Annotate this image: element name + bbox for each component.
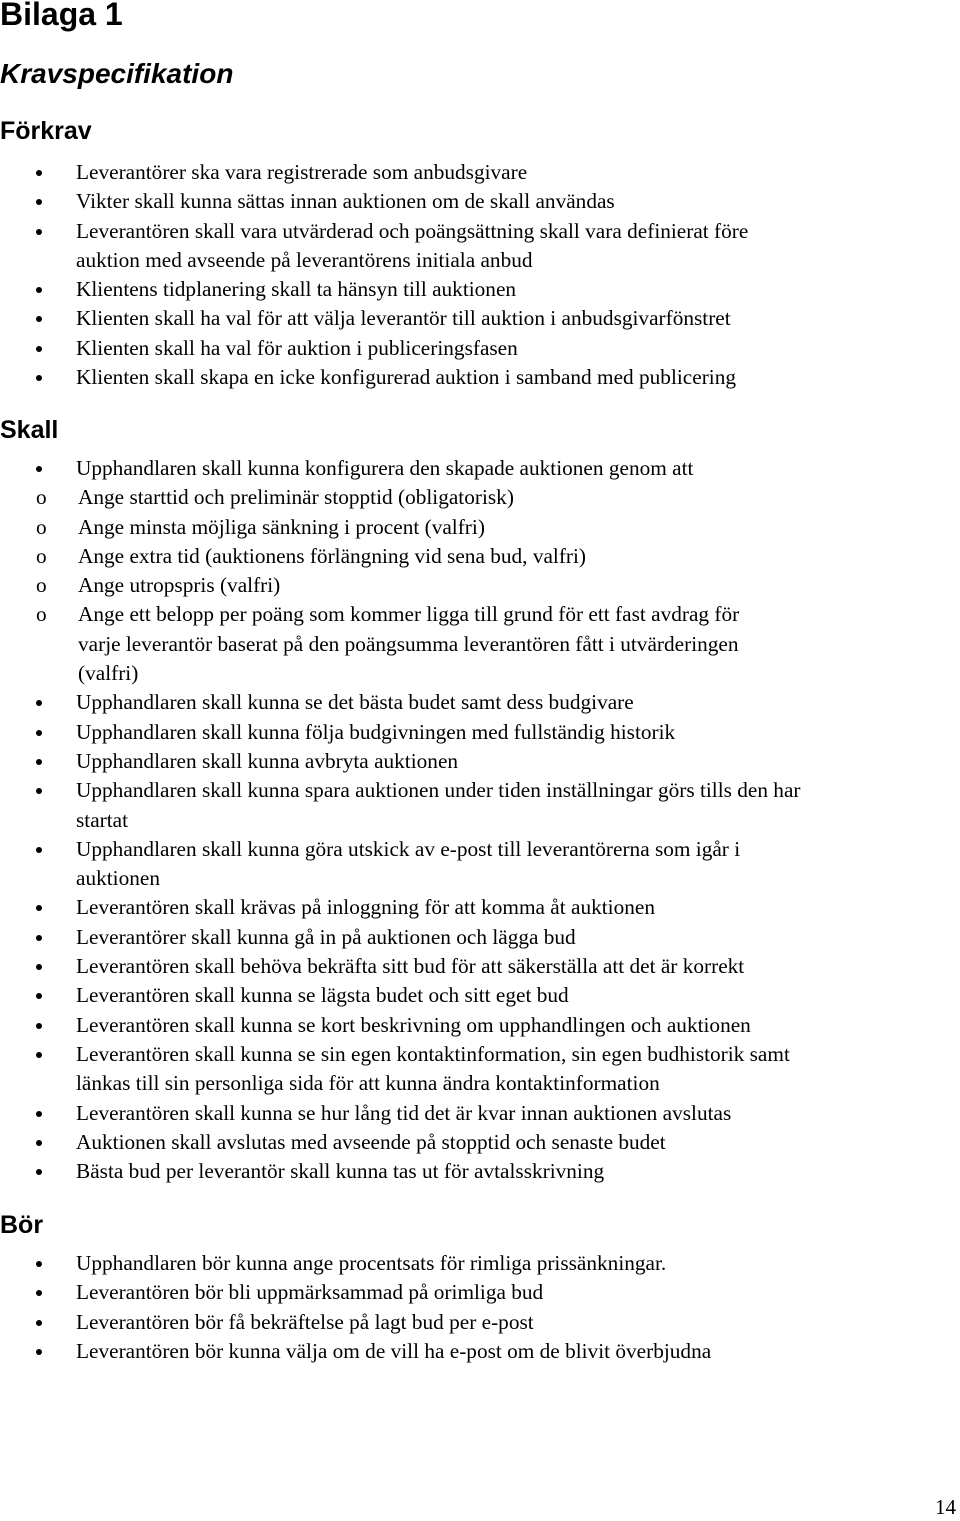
list-item [0,981,950,1010]
forkrav-list [0,158,950,392]
sub-list-item [0,600,950,688]
list-item-text: Upphandlaren skall kunna konfigurera den skapade auktionen genom att [76,456,694,480]
bullet-icon [36,964,42,970]
sub-list-item-text: Ange ett belopp per poäng som kommer ligga till grund för ett fast avdrag för [78,602,740,627]
bullet-icon [36,466,42,472]
list-item-text: Leverantören skall behöva bekräfta sitt bud för att säkerställa att det är korrekt [76,954,745,979]
bullet-icon [36,1023,42,1029]
circle-bullet-icon: o [36,485,47,510]
list-item [0,1249,950,1278]
sub-list-item-text-continued: (valfri) [78,661,139,686]
bullet-icon [36,1052,42,1058]
bullet-icon [36,375,42,381]
list-item [0,1011,950,1040]
bor-list [0,1249,950,1366]
bullet-icon [36,1320,42,1326]
list-item-text-continued: startat [76,807,129,832]
list-item [0,776,950,835]
list-item [0,923,950,952]
sub-list-item [0,571,950,600]
bullet-icon [36,1169,42,1175]
list-item [0,275,950,304]
list-item-text: Upphandlaren bör kunna ange procentsats för rimliga prissänkningar. [76,1251,667,1275]
document-title: Bilaga 1 [0,0,123,32]
sub-list-item [0,542,950,571]
list-item-text: Upphandlaren skall kunna göra utskick av e-post till leverantörerna som igår i [76,836,741,861]
list-item-text: Upphandlaren skall kunna avbryta auktionen [76,748,459,773]
list-item-text: Leverantören bör bli uppmärksammad på orimliga bud [76,1280,544,1305]
section-heading-bor: Bör [0,1211,44,1239]
sub-list-item-text: Ange starttid och preliminär stopptid (obligatorisk) [78,485,514,510]
list-item-text: Klienten skall skapa en icke konfigurerad auktion i samband med publicering [76,365,737,390]
bullet-icon [36,229,42,235]
bullet-icon [36,199,42,205]
sub-list-item [0,483,950,512]
sub-list-item-text: Ange utropspris (valfri) [78,573,281,598]
list-item-text: Leverantörer skall kunna gå in på auktionen och lägga bud [76,924,576,949]
list-item [0,1308,950,1337]
bullet-icon [36,346,42,352]
list-item-text: Upphandlaren skall kunna följa budgivningen med fullständig historik [76,719,676,744]
list-item [0,718,950,747]
sub-list-item-text-continued: varje leverantör baserat på den poängsumma leverantören fått i utvärderingen [78,631,739,656]
list-item-text-continued: auktionen [76,866,160,891]
section-heading-forkrav: Förkrav [0,117,92,145]
list-item [0,217,950,276]
list-item [0,893,950,922]
bullet-icon [36,730,42,736]
list-item [0,1157,950,1186]
list-item [0,1337,950,1366]
list-item-text-continued: auktion med avseende på leverantörens initiala anbud [76,247,533,272]
bullet-icon [36,993,42,999]
list-item-text: Upphandlaren skall kunna spara auktionen under tiden inställningar görs tills den har [76,778,801,803]
list-item [0,1128,950,1157]
bullet-icon [36,935,42,941]
list-item [0,454,950,688]
list-item-text: Auktionen skall avslutas med avseende på stopptid och senaste budet [76,1129,666,1154]
list-item-text: Leverantören bör få bekräftelse på lagt bud per e-post [76,1309,534,1334]
list-item [0,334,950,363]
circle-bullet-icon: o [36,602,47,627]
bullet-icon [36,1111,42,1117]
bullet-icon [36,1349,42,1355]
bullet-icon [36,1261,42,1267]
bullet-icon [36,287,42,293]
list-item-text: Vikter skall kunna sättas innan auktionen om de skall användas [76,189,615,214]
list-item-text: Leverantören bör kunna välja om de vill ha e-post om de blivit överbjudna [76,1338,712,1363]
list-item-text-continued: länkas till sin personliga sida för att kunna ändra kontaktinformation [76,1071,660,1096]
sub-list-item [0,513,950,542]
sub-list-item-text: Ange minsta möjliga sänkning i procent (valfri) [78,514,485,539]
bullet-icon [36,316,42,322]
skall-list [0,454,950,1186]
list-item [0,304,950,333]
list-item [0,835,950,894]
page-number: 14 [935,1495,956,1519]
list-item-text: Bästa bud per leverantör skall kunna tas ut för avtalsskrivning [76,1159,605,1184]
list-item-text: Klienten skall ha val för auktion i publiceringsfasen [76,335,518,360]
list-item [0,1278,950,1307]
bullet-icon [36,905,42,911]
skall-sub-list [0,483,950,688]
list-item [0,747,950,776]
list-item-text: Leverantören skall kunna se lägsta budet och sitt eget bud [76,983,569,1008]
circle-bullet-icon: o [36,514,47,539]
circle-bullet-icon: o [36,573,47,598]
list-item [0,158,950,187]
sub-list-item-text: Ange extra tid (auktionens förlängning vid sena bud, valfri) [78,543,587,568]
list-item-text: Klienten skall ha val för att välja leverantör till auktion i anbudsgivarfönstret [76,306,731,331]
list-item-text: Leverantören skall kunna se sin egen kontaktinformation, sin egen budhistorik samt [76,1041,790,1066]
list-item [0,952,950,981]
bullet-icon [36,1140,42,1146]
list-item [0,688,950,717]
bullet-icon [36,1290,42,1296]
list-item-text: Leverantören skall krävas på inloggning för att komma åt auktionen [76,895,655,920]
bullet-icon [36,788,42,794]
bullet-icon [36,847,42,853]
circle-bullet-icon: o [36,543,47,568]
bullet-icon [36,700,42,706]
list-item-text: Leverantören skall kunna se hur lång tid det är kvar innan auktionen avslutas [76,1100,732,1125]
list-item-text: Leverantörer ska vara registrerade som anbudsgivare [76,160,528,184]
list-item [0,1099,950,1128]
bullet-icon [36,170,42,176]
list-item-text: Klientens tidplanering skall ta hänsyn till auktionen [76,277,517,302]
list-item-text: Upphandlaren skall kunna se det bästa budet samt dess budgivare [76,690,634,715]
bullet-icon [36,759,42,765]
list-item [0,363,950,392]
section-heading-skall: Skall [0,416,59,444]
list-item-text: Leverantören skall vara utvärderad och poängsättning skall vara definierat före [76,218,749,243]
list-item [0,1040,950,1099]
list-item [0,187,950,216]
list-item-text: Leverantören skall kunna se kort beskrivning om upphandlingen och auktionen [76,1012,751,1037]
document-subtitle: Kravspecifikation [0,58,234,89]
